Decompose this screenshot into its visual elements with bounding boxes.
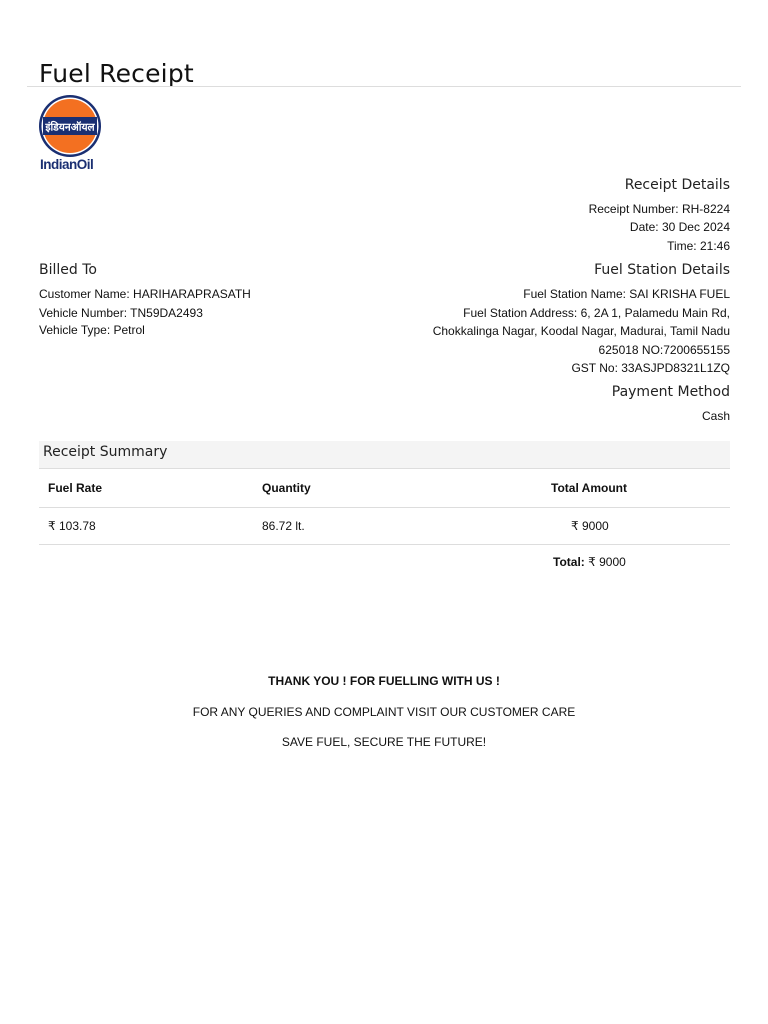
- footer-thanks: THANK YOU ! FOR FUELLING WITH US !: [268, 674, 500, 688]
- grand-total: [553, 555, 626, 570]
- indianoil-logo: [38, 94, 104, 174]
- logo-script-text: इंडियनऑयल: [45, 121, 95, 134]
- indianoil-emblem-icon: [38, 94, 102, 158]
- station-address-line1: Fuel Station Address: 6, 2A 1, Palamedu Main Rd,: [463, 306, 730, 320]
- billed-to-heading: Billed To: [39, 262, 97, 278]
- customer-name: Customer Name: HARIHARAPRASATH: [39, 287, 251, 301]
- footer-slogan: SAVE FUEL, SECURE THE FUTURE!: [281, 735, 487, 749]
- title-divider: [27, 86, 741, 87]
- total-value: ₹ 9000: [588, 555, 626, 569]
- column-header-total-amount: Total Amount: [551, 481, 627, 495]
- receipt-date: Date: 30 Dec 2024: [629, 220, 730, 234]
- receipt-number: Receipt Number: RH-8224: [588, 202, 730, 216]
- station-gst: GST No: 33ASJPD8321L1ZQ: [571, 361, 730, 375]
- station-address-line2: Chokkalinga Nagar, Koodal Nagar, Madurai, Tamil Nadu: [432, 324, 730, 338]
- receipt-details-heading: Receipt Details: [624, 177, 730, 193]
- receipt-summary-header: [39, 441, 730, 469]
- vehicle-type: Vehicle Type: Petrol: [39, 323, 145, 337]
- table-row-divider: [39, 544, 730, 545]
- station-name: Fuel Station Name: SAI KRISHA FUEL: [523, 287, 730, 301]
- payment-method-value: Cash: [701, 409, 730, 423]
- receipt-summary-title: Receipt Summary: [43, 444, 168, 460]
- page-title: Fuel Receipt: [39, 59, 194, 88]
- row-total-amount: ₹ 9000: [571, 519, 609, 533]
- column-header-quantity: Quantity: [262, 481, 311, 495]
- table-header-divider: [39, 507, 730, 508]
- station-address-line3: 625018 NO:7200655155: [598, 343, 730, 357]
- row-fuel-rate: ₹ 103.78: [48, 519, 96, 533]
- payment-method-heading: Payment Method: [611, 384, 730, 400]
- receipt-time: Time: 21:46: [667, 239, 730, 253]
- logo-brand-text: IndianOil: [40, 157, 94, 172]
- row-quantity: 86.72 lt.: [262, 519, 305, 533]
- station-details-heading: Fuel Station Details: [594, 262, 730, 278]
- footer-queries: FOR ANY QUERIES AND COMPLAINT VISIT OUR CUSTOMER CARE: [192, 705, 576, 719]
- vehicle-number: Vehicle Number: TN59DA2493: [39, 306, 203, 320]
- column-header-fuel-rate: Fuel Rate: [48, 481, 103, 495]
- total-label: Total:: [553, 555, 585, 569]
